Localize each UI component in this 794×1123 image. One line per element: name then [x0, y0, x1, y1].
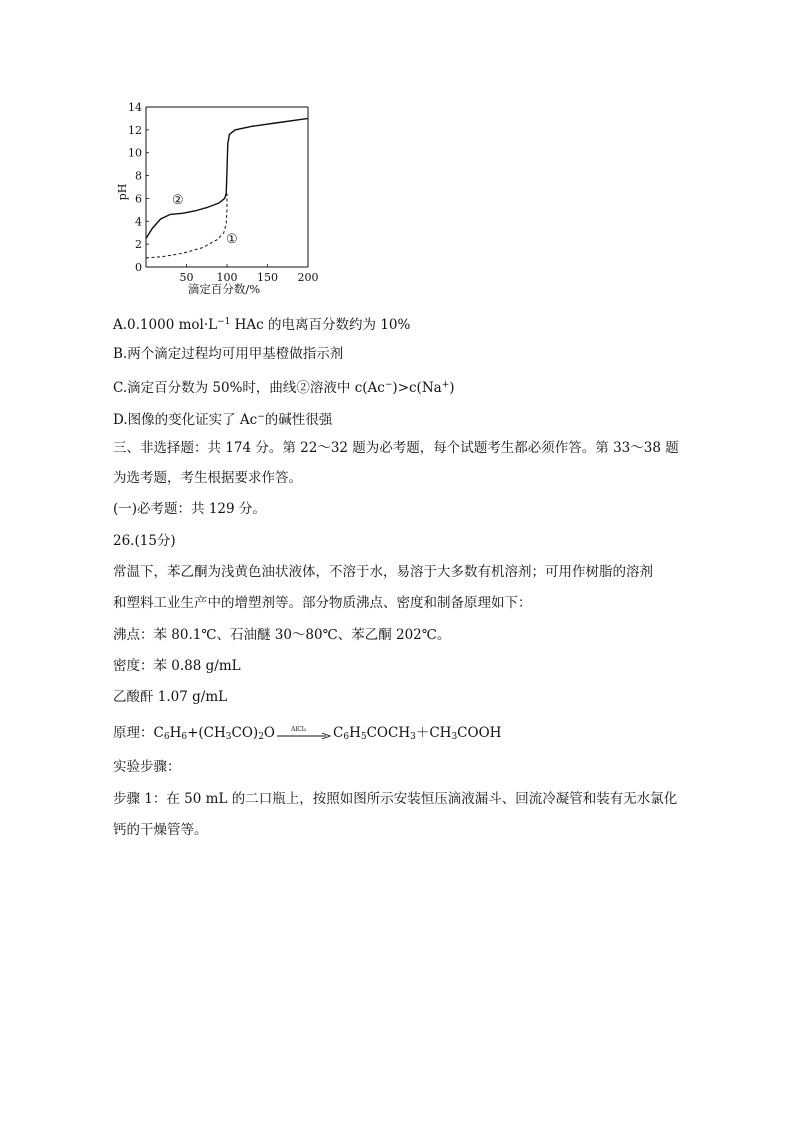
required-questions: (一)必考题：共 129 分。 [113, 501, 266, 517]
option-c: C.滴定百分数为 50%时，曲线②溶液中 c(Ac−)>c(Na+) [113, 380, 455, 396]
x-axis-label: 滴定百分数/% [187, 282, 261, 296]
titration-chart [112, 100, 322, 300]
y-tick-label: 6 [135, 192, 142, 206]
y-tick-label: 12 [128, 123, 142, 137]
y-tick-label: 4 [135, 215, 142, 229]
section-heading-line2: 为选考题，考生根据要求作答。 [113, 470, 302, 486]
reaction-arrow [277, 727, 331, 741]
option-b: B.两个滴定过程均可用甲基橙做指示剂 [113, 346, 344, 362]
catalyst-label: AlCl₃ [291, 725, 307, 733]
section-heading-line1: 三、非选择题：共 174 分。第 22～32 题为必考题，每个试题考生都必须作答。第 33～38 题 [113, 440, 679, 456]
x-tick-label: 150 [257, 271, 278, 284]
option-a: A.0.1000 $mol\cdot L^{-1}$ HAc 的电离百分数约为 10% [113, 317, 411, 333]
x-tick-label: 50 [179, 271, 194, 284]
curve-2-label: ② [172, 193, 184, 208]
x-tick-label: 200 [297, 271, 319, 284]
y-tick-label: 2 [135, 238, 142, 252]
y-tick-label: 8 [135, 169, 142, 183]
boiling-points: 沸点：苯 80.1℃、石油醚 30～80℃、苯乙酮 202℃。 [113, 627, 451, 643]
curve-1-label: ① [226, 232, 238, 247]
series-line-1 [146, 118, 308, 238]
series-line-2 [146, 194, 227, 258]
reaction-principle: 原理：$C_6H_6+(CH_3CO)_2O$ AlCl₃ $C_6H_5COCH_3+CH_3COOH$ [113, 724, 501, 746]
step-1-line1: 步骤 1：在 50 mL 的二口瓶上，按照如图所示安装恒压滴液漏斗、回流冷凝管和装有无水氯化 [113, 791, 678, 807]
question-intro-1: 常温下，苯乙酮为浅黄色油状液体，不溶于水，易溶于大多数有机溶剂；可用作树脂的溶剂 [113, 564, 653, 580]
steps-heading: 实验步骤： [113, 759, 181, 775]
question-intro-2: 和塑料工业生产中的增塑剂等。部分物质沸点、密度和制备原理如下： [113, 595, 532, 611]
y-tick-label: 10 [128, 146, 142, 160]
y-tick-label: 0 [135, 261, 142, 274]
density-benzene: 密度：苯 0.88 g/mL [113, 658, 241, 674]
step-1-line2: 钙的干燥管等。 [113, 822, 208, 838]
option-d: D.图像的变化证实了 Ac−的碱性很强 [113, 412, 333, 428]
question-number: 26.(15分) [113, 533, 176, 549]
density-anhydride: 乙酸酐 1.07 g/mL [113, 689, 228, 705]
y-axis-label: pH [116, 183, 129, 201]
y-tick-label: 14 [128, 101, 142, 114]
x-tick-label: 100 [216, 271, 238, 284]
